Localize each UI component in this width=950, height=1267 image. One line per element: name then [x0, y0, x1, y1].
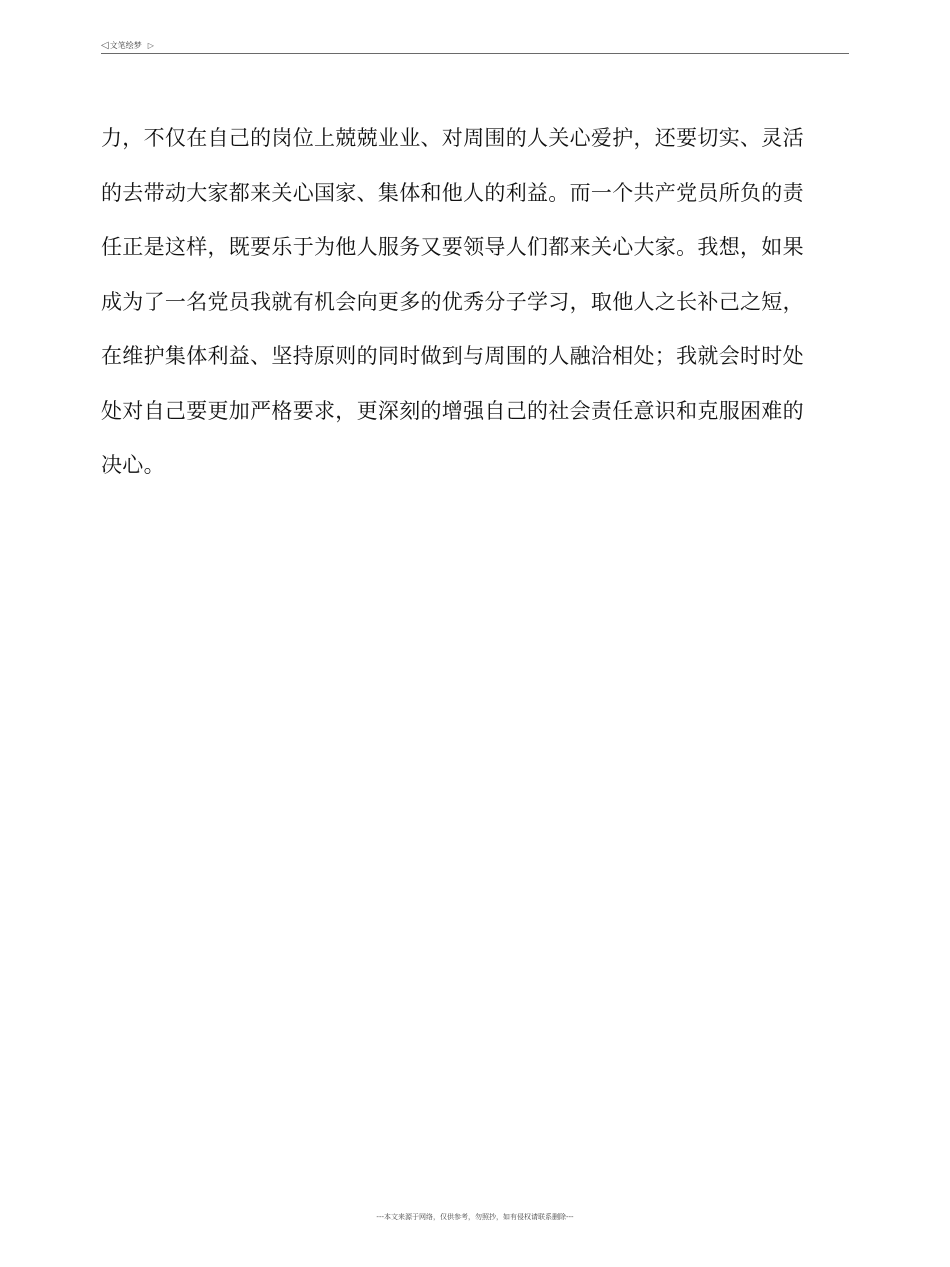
- page-header: [101, 38, 849, 54]
- paragraph-line: 任正是这样，既要乐于为他人服务又要领导人们都来关心大家。我想，如果: [101, 235, 804, 259]
- paragraph-line: 在维护集体利益、坚持原则的同时做到与周围的人融洽相处；我就会时时处: [101, 344, 804, 368]
- page-footer: ---本文来源于网络，仅供参考，勿照抄，如有侵权请联系删除---: [376, 1213, 574, 1221]
- paragraph-line: 决心。: [101, 453, 165, 477]
- paragraph-line: 的去带动大家都来关心国家、集体和他人的利益。而一个共产党员所负的责: [101, 180, 804, 205]
- header-title: 文笔绘梦: [109, 40, 142, 50]
- document-body: [101, 111, 853, 493]
- left-triangle-icon: ◁: [101, 39, 109, 51]
- right-triangle-icon: ▷: [147, 40, 154, 50]
- paragraph-line: 处对自己要更加严格要求，更深刻的增强自己的社会责任意识和克服困难的: [101, 398, 804, 423]
- paragraph-line: 成为了一名党员我就有机会向更多的优秀分子学习，取他人之长补己之短，: [101, 289, 804, 314]
- paragraph-line: 力，不仅在自己的岗位上兢兢业业、对周围的人关心爱护，还要切实、灵活: [101, 126, 804, 150]
